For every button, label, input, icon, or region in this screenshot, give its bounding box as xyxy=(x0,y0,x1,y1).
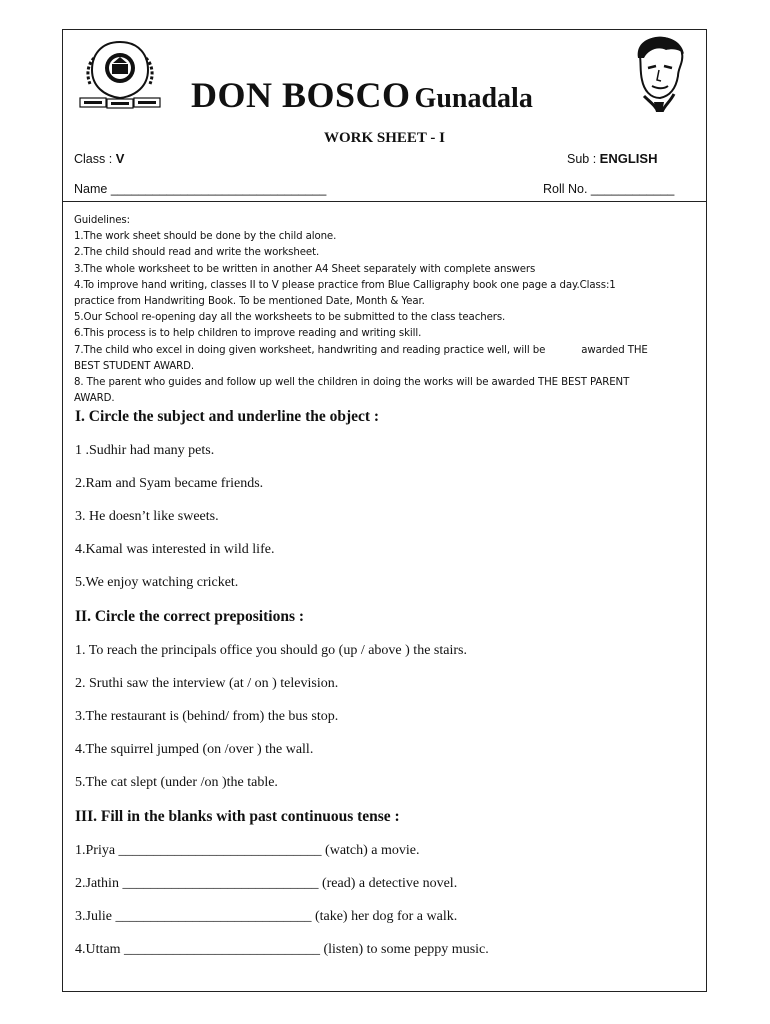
question-item: 5.The cat slept (under /on )the table. xyxy=(75,775,278,790)
question-item: 1.Priya _____________________________ (watch) a movie. xyxy=(75,843,420,858)
class-label: Class : xyxy=(74,152,113,166)
class-value: V xyxy=(115,151,125,166)
guideline-item-part: awarded THE xyxy=(581,344,648,356)
question-item: 2. Sruthi saw the interview (at / on ) television. xyxy=(75,676,339,691)
section-1-title: I. Circle the subject and underline the object : xyxy=(75,408,380,425)
section-3-title: III. Fill in the blanks with past continuous tense : xyxy=(75,808,400,825)
guideline-item: 3.The whole worksheet to be written in another A4 Sheet separately with complete answers xyxy=(74,263,536,275)
guideline-item: BEST STUDENT AWARD. xyxy=(74,360,195,372)
question-item: 2.Jathin ____________________________ (read) a detective novel. xyxy=(75,876,458,891)
class-field xyxy=(74,151,124,166)
roll-no-field: Roll No. ____________ xyxy=(543,182,675,196)
guidelines xyxy=(74,213,689,407)
guidelines-heading: Guidelines: xyxy=(74,215,130,226)
question-item: 2.Ram and Syam became friends. xyxy=(75,476,264,491)
question-item: 4.Kamal was interested in wild life. xyxy=(75,542,275,557)
guideline-item: 2.The child should read and write the worksheet. xyxy=(74,247,320,259)
guideline-item-part: 7.The child who excel in doing given worksheet, handwriting and reading practice well, will be xyxy=(74,344,546,356)
guideline-item: AWARD. xyxy=(74,393,115,405)
name-field: Name _______________________________ xyxy=(74,182,327,196)
guideline-item: 1.The work sheet should be done by the child alone. xyxy=(74,231,337,243)
question-item: 3. He doesn’t like sweets. xyxy=(75,509,219,524)
question-item: 1. To reach the principals office you should go (up / above ) the stairs. xyxy=(75,643,467,658)
question-item: 3.The restaurant is (behind/ from) the bus stop. xyxy=(75,709,339,724)
question-item: 5.We enjoy watching cricket. xyxy=(75,575,239,590)
school-name-sub: Gunadala xyxy=(414,83,533,114)
section-2-title: II. Circle the correct prepositions : xyxy=(75,608,305,625)
subject-value: ENGLISH xyxy=(599,151,658,166)
worksheet-page xyxy=(62,29,707,992)
question-item: 3.Julie ____________________________ (take) her dog for a walk. xyxy=(75,909,458,924)
school-name xyxy=(191,74,533,116)
guideline-item: 5.Our School re-opening day all the worksheets to be submitted to the class teachers. xyxy=(74,312,506,324)
header-divider xyxy=(63,201,706,202)
school-name-main: DON BOSCO xyxy=(191,75,411,115)
question-item: 4.The squirrel jumped (on /over ) the wall. xyxy=(75,742,314,757)
question-item: 1 .Sudhir had many pets. xyxy=(75,443,215,458)
worksheet-title: WORK SHEET - I xyxy=(323,130,445,146)
subject-field xyxy=(567,151,657,166)
school-logo-icon xyxy=(78,38,162,112)
subject-label: Sub : xyxy=(567,152,597,166)
founder-portrait-icon xyxy=(630,36,688,112)
guideline-item: practice from Handwriting Book. To be mentioned Date, Month & Year. xyxy=(74,296,425,308)
guideline-item: 8. The parent who guides and follow up well the children in doing the works will be awarded THE BEST PARENT xyxy=(74,377,630,389)
question-item: 4.Uttam ____________________________ (listen) to some peppy music. xyxy=(75,942,489,957)
guideline-item: 4.To improve hand writing, classes II to V please practice from Blue Calligraphy book one page a day.Class:1 xyxy=(74,279,616,291)
guideline-item xyxy=(74,343,689,359)
guideline-item: 6.This process is to help children to improve reading and writing skill. xyxy=(74,328,422,340)
